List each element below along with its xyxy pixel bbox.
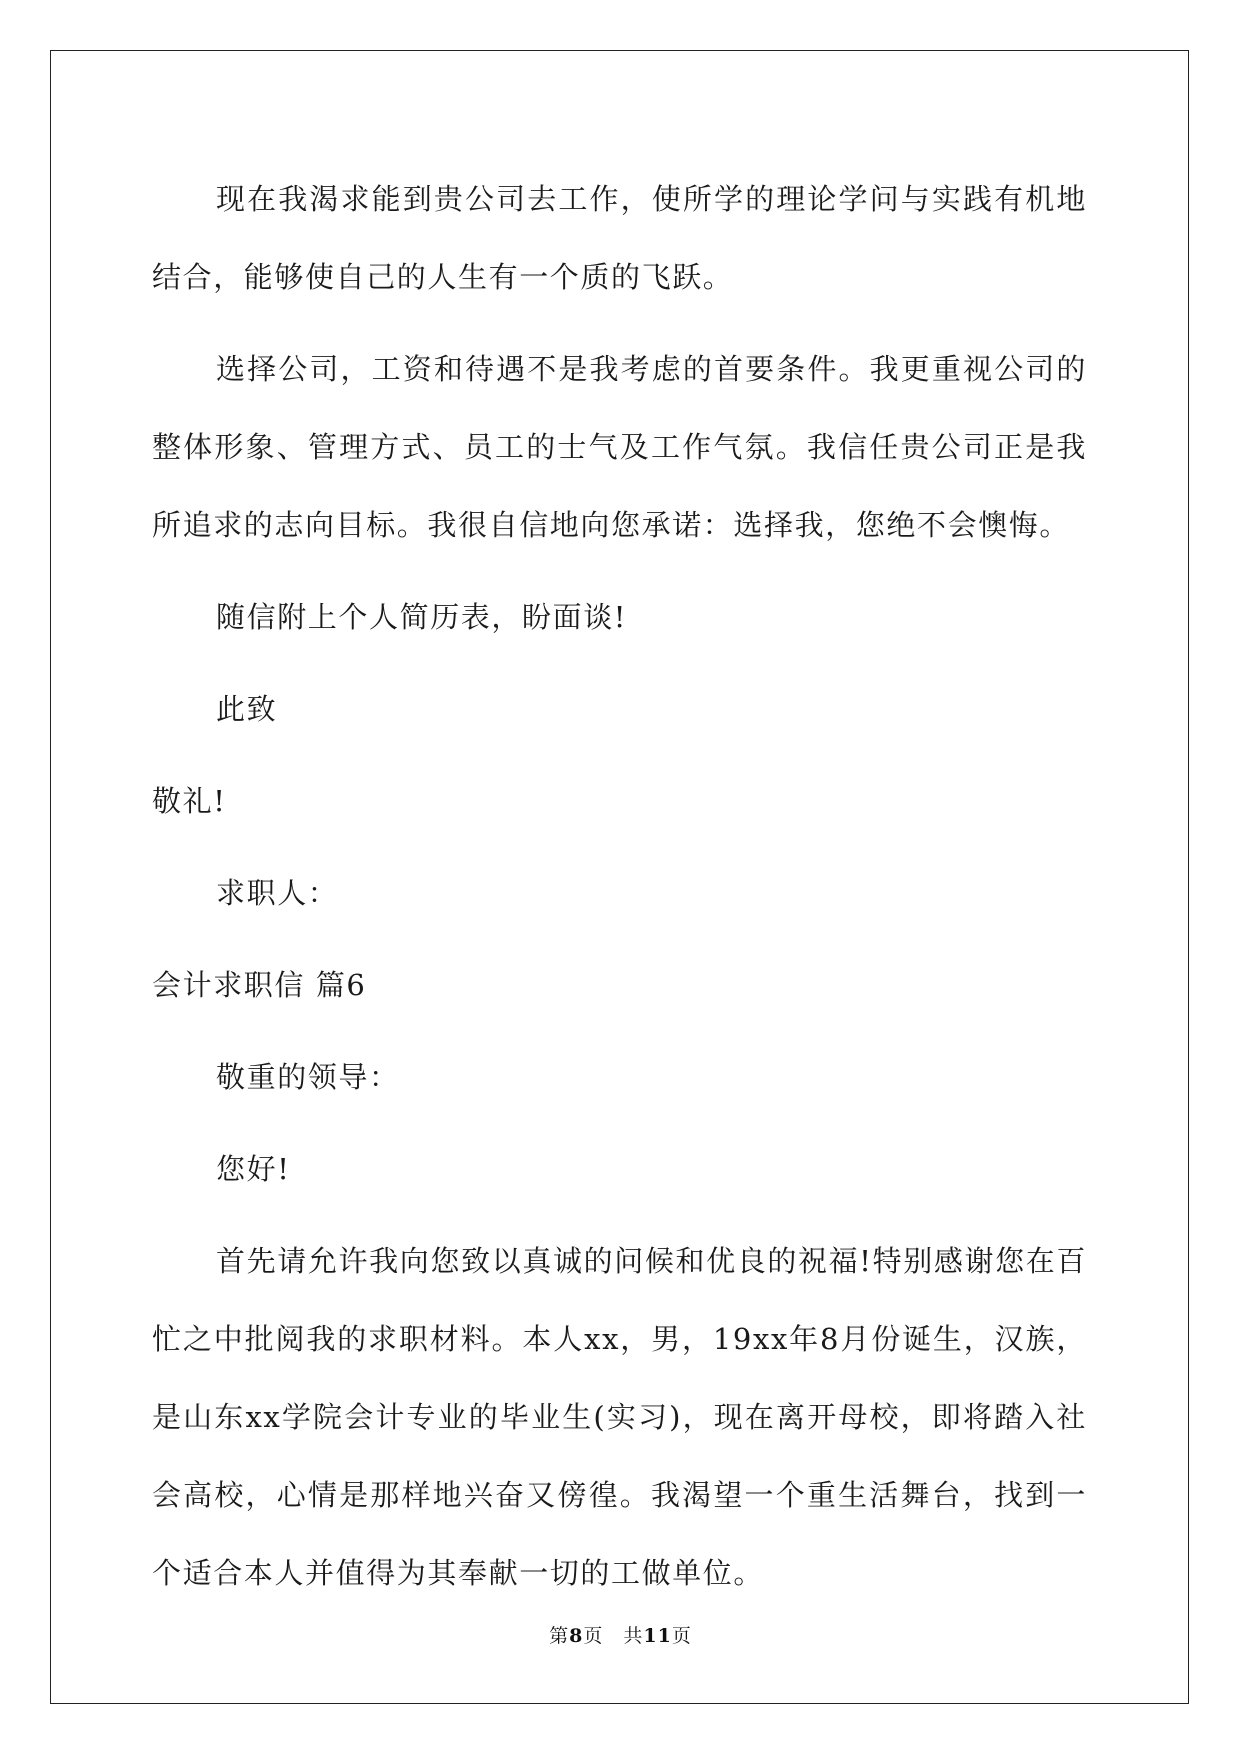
paragraph: 现在我渴求能到贵公司去工作，使所学的理论学问与实践有机地结合，能够使自己的人生有一个质的飞跃。: [152, 182, 1087, 294]
closing-regards: 敬礼!: [152, 784, 227, 818]
document-body: [152, 160, 1087, 1626]
page-prefix: 第: [549, 1625, 570, 1647]
page-current: 8: [569, 1625, 584, 1647]
section-heading: 会计求职信 篇6: [152, 968, 367, 1002]
page-mid: 页 共: [583, 1625, 644, 1647]
signature-line: 求职人：: [216, 876, 339, 910]
page-suffix: 页: [671, 1625, 692, 1647]
page-total: 11: [643, 1625, 672, 1647]
page-number-footer: [0, 1621, 1241, 1648]
paragraph: 随信附上个人简历表，盼面谈!: [216, 600, 628, 634]
closing-salutation: 此致: [216, 692, 278, 726]
paragraph: 首先请允许我向您致以真诚的问候和优良的祝福!特别感谢您在百忙之中批阅我的求职材料。本人xx，男，19xx年8月份诞生，汉族，是山东xx学院会计专业的毕业生(实习)，现在离开母校，即将踏入社会高校，心情是那样地兴奋又傍徨。我渴望一个重生活舞台，找到一个适合本人并值得为其奉献一切的工做单位。: [152, 1244, 1087, 1590]
greeting: 敬重的领导：: [216, 1060, 400, 1094]
paragraph: 选择公司，工资和待遇不是我考虑的首要条件。我更重视公司的整体形象、管理方式、员工的士气及工作气氛。我信任贵公司正是我所追求的志向目标。我很自信地向您承诺：选择我，您绝不会懊悔。: [152, 352, 1087, 542]
greeting-hello: 您好!: [216, 1152, 291, 1186]
